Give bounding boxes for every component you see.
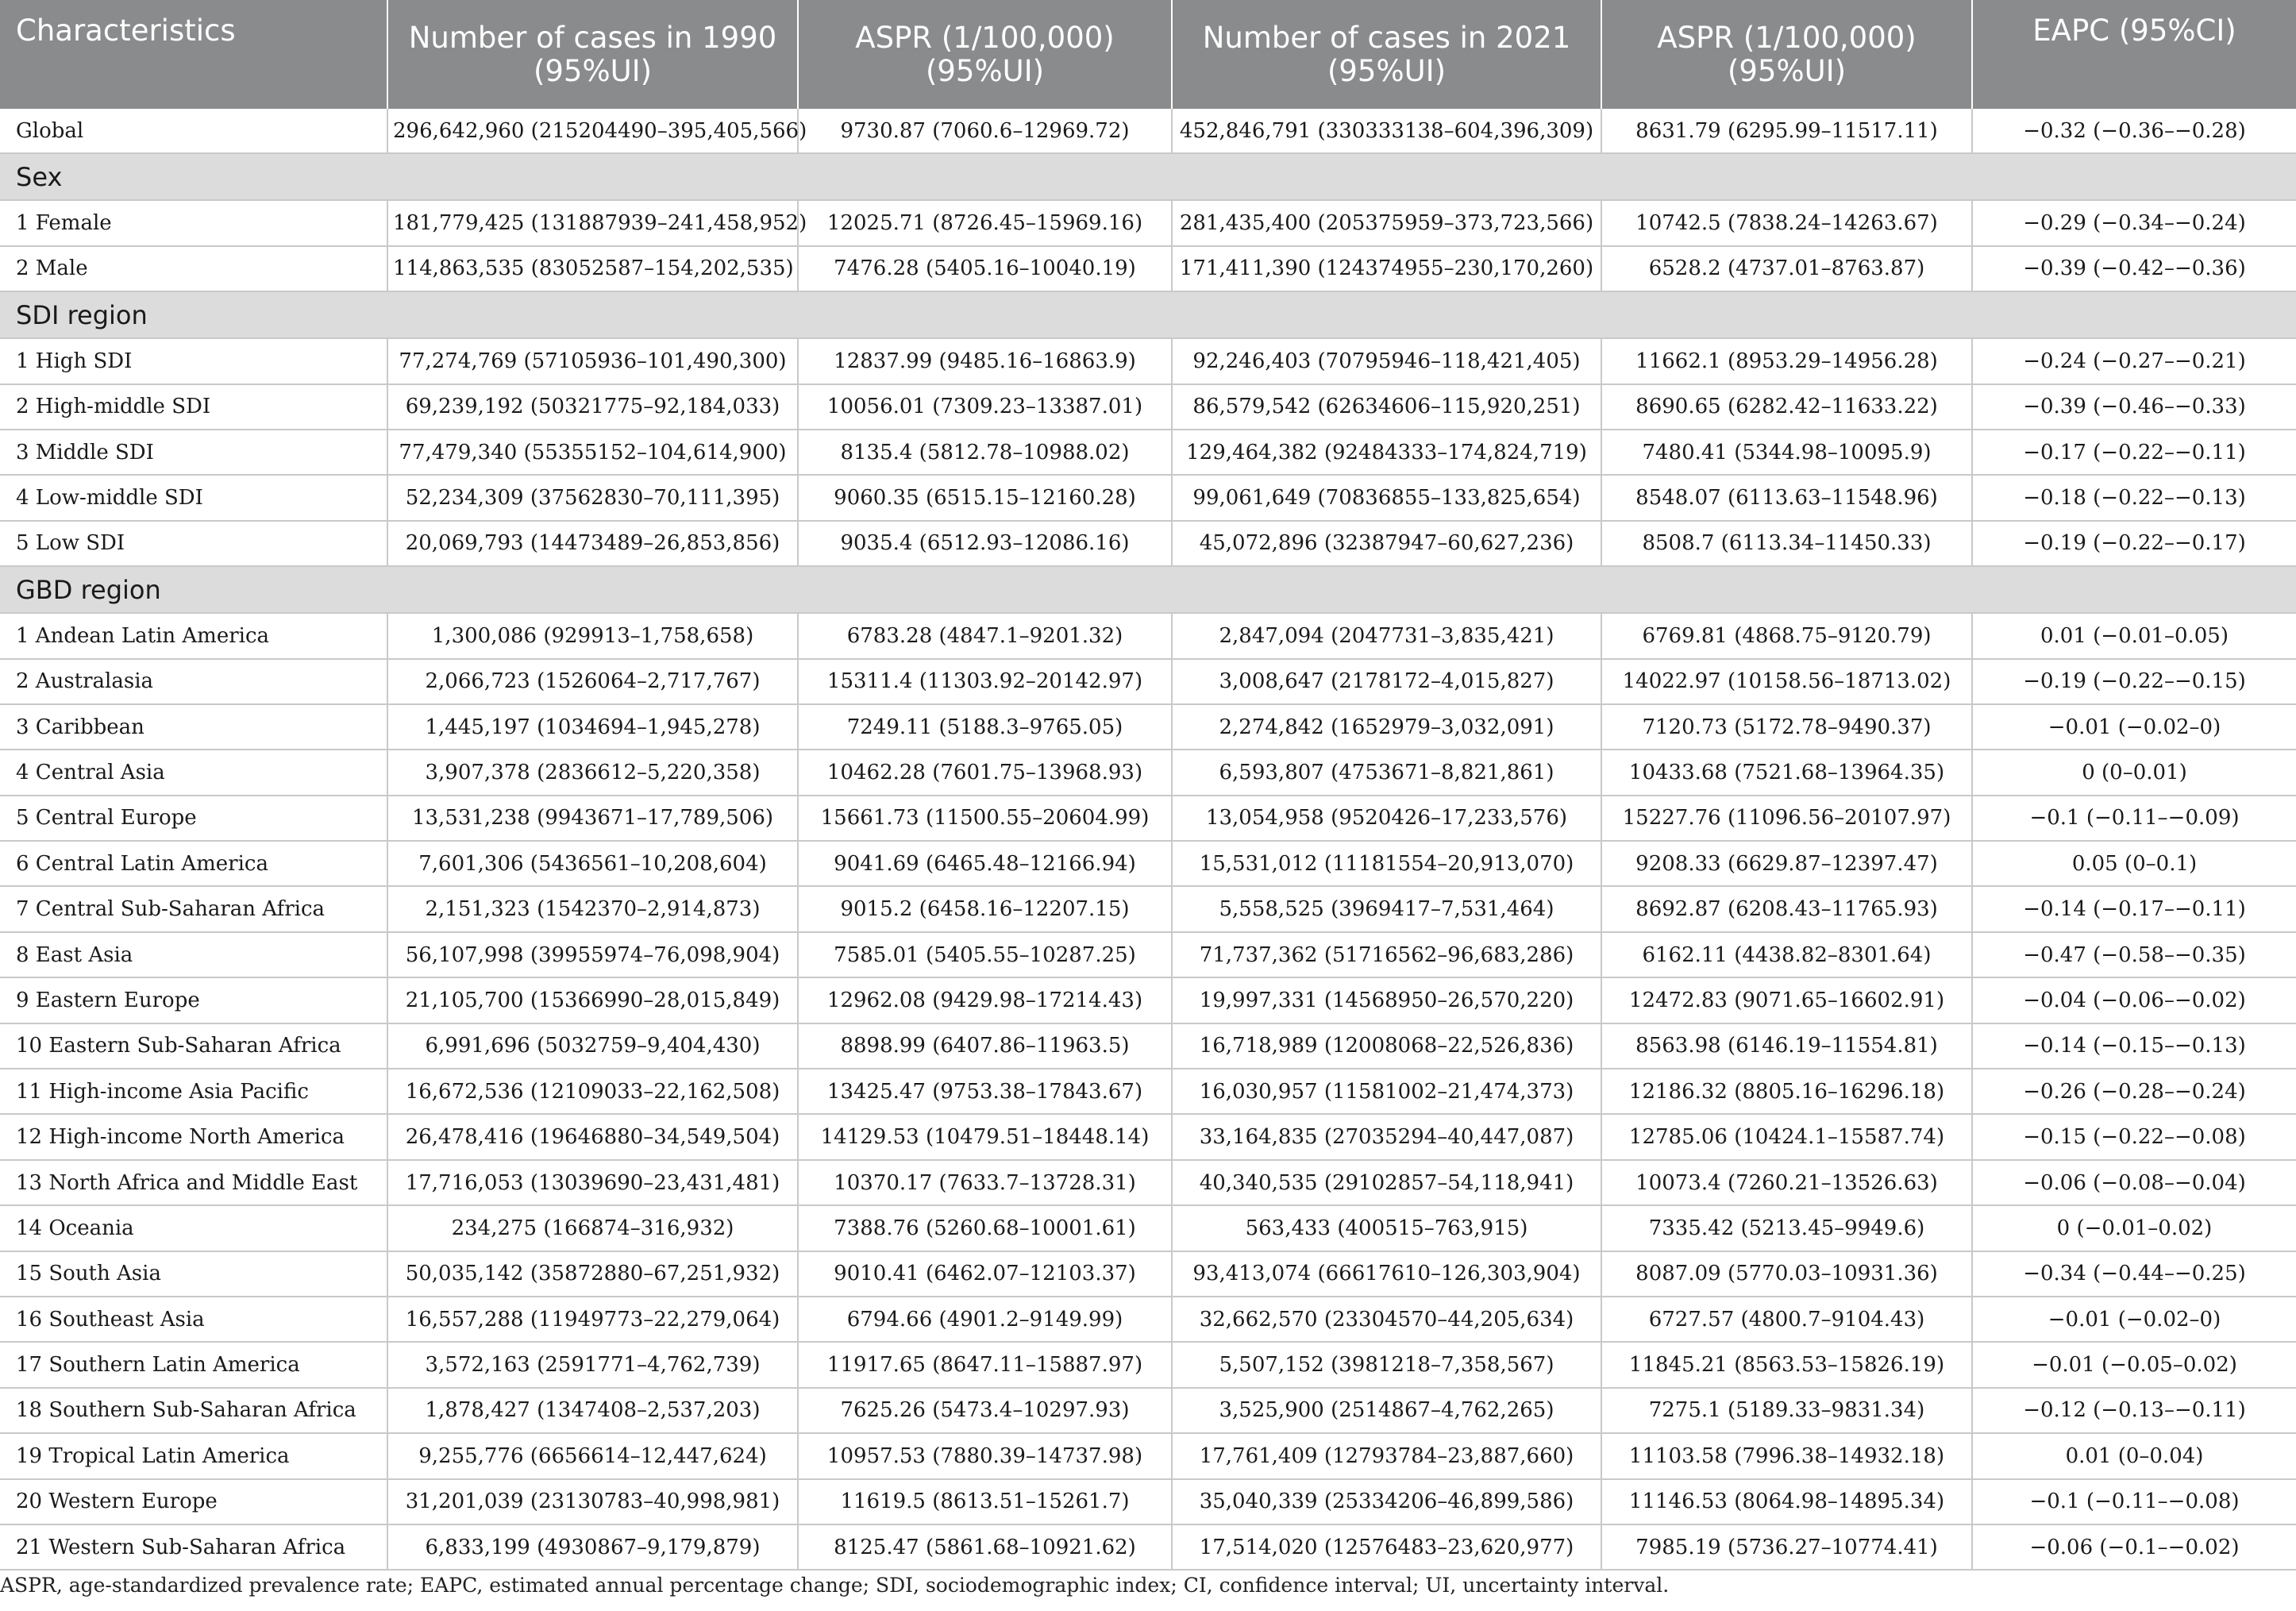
cell-aspr-2021: 6162.11 (4438.82–8301.64) — [1601, 932, 1972, 977]
cell-characteristic: 20 Western Europe — [0, 1479, 387, 1524]
table-row — [0, 475, 2296, 520]
cell-cases-1990: 1,878,427 (1347408–2,537,203) — [387, 1388, 798, 1433]
table-row — [0, 1114, 2296, 1159]
cell-cases-1990: 9,255,776 (6656614–12,447,624) — [387, 1433, 798, 1478]
cell-cases-2021: 563,433 (400515–763,915) — [1172, 1205, 1601, 1251]
cell-aspr-1990: 9035.4 (6512.93–12086.16) — [798, 521, 1172, 566]
cell-cases-2021: 16,030,957 (11581002–21,474,373) — [1172, 1069, 1601, 1114]
cell-aspr-2021: 8508.7 (6113.34–11450.33) — [1601, 521, 1972, 566]
section-row — [0, 291, 2296, 338]
cell-aspr-1990: 12962.08 (9429.98–17214.43) — [798, 977, 1172, 1023]
cell-cases-2021: 32,662,570 (23304570–44,205,634) — [1172, 1297, 1601, 1342]
cell-characteristic: 2 Male — [0, 246, 387, 291]
header-characteristics: Characteristics — [0, 0, 387, 109]
cell-aspr-1990: 6783.28 (4847.1–9201.32) — [798, 613, 1172, 658]
cell-characteristic: 16 Southeast Asia — [0, 1297, 387, 1342]
cell-eapc: −0.06 (−0.08–−0.04) — [1972, 1160, 2296, 1205]
section-label: Sex — [0, 153, 2296, 200]
cell-cases-1990: 77,479,340 (55355152–104,614,900) — [387, 430, 798, 475]
section-row — [0, 153, 2296, 200]
cell-eapc: −0.39 (−0.42–−0.36) — [1972, 246, 2296, 291]
cell-cases-1990: 296,642,960 (215204490–395,405,566) — [387, 109, 798, 153]
cell-characteristic: 6 Central Latin America — [0, 841, 387, 886]
cell-eapc: −0.29 (−0.34–−0.24) — [1972, 200, 2296, 245]
cell-eapc: −0.39 (−0.46–−0.33) — [1972, 384, 2296, 430]
cell-eapc: −0.1 (−0.11–−0.09) — [1972, 796, 2296, 841]
cell-cases-1990: 1,300,086 (929913–1,758,658) — [387, 613, 798, 658]
cell-eapc: 0.01 (0–0.04) — [1972, 1433, 2296, 1478]
cell-aspr-1990: 10462.28 (7601.75–13968.93) — [798, 750, 1172, 795]
table-row — [0, 613, 2296, 658]
cell-aspr-1990: 9730.87 (7060.6–12969.72) — [798, 109, 1172, 153]
cell-characteristic: 2 Australasia — [0, 659, 387, 704]
cell-cases-1990: 181,779,425 (131887939–241,458,952) — [387, 200, 798, 245]
cell-aspr-2021: 11146.53 (8064.98–14895.34) — [1601, 1479, 1972, 1524]
table-row — [0, 1251, 2296, 1297]
table-row — [0, 384, 2296, 430]
cell-cases-2021: 452,846,791 (330333138–604,396,309) — [1172, 109, 1601, 153]
cell-cases-1990: 1,445,197 (1034694–1,945,278) — [387, 704, 798, 750]
table-row — [0, 1297, 2296, 1342]
cell-characteristic: 1 Female — [0, 200, 387, 245]
table-row — [0, 977, 2296, 1023]
cell-aspr-1990: 8898.99 (6407.86–11963.5) — [798, 1023, 1172, 1069]
cell-eapc: −0.24 (−0.27–−0.21) — [1972, 338, 2296, 383]
cell-aspr-2021: 8631.79 (6295.99–11517.11) — [1601, 109, 1972, 153]
cell-cases-2021: 6,593,807 (4753671–8,821,861) — [1172, 750, 1601, 795]
cell-aspr-2021: 12472.83 (9071.65–16602.91) — [1601, 977, 1972, 1023]
cell-characteristic: 15 South Asia — [0, 1251, 387, 1297]
cell-eapc: −0.01 (−0.02–0) — [1972, 704, 2296, 750]
table-row — [0, 704, 2296, 750]
cell-cases-2021: 19,997,331 (14568950–26,570,220) — [1172, 977, 1601, 1023]
cell-eapc: −0.19 (−0.22–−0.17) — [1972, 521, 2296, 566]
table-row — [0, 1023, 2296, 1069]
cell-aspr-2021: 12785.06 (10424.1–15587.74) — [1601, 1114, 1972, 1159]
table-footnote: ASPR, age-standardized prevalence rate; EAPC, estimated annual percentage change; SDI, sociodemographic index; CI, confidence interval; UI, uncertainty interval. — [0, 1574, 1670, 1597]
cell-cases-2021: 35,040,339 (25334206–46,899,586) — [1172, 1479, 1601, 1524]
cell-cases-1990: 56,107,998 (39955974–76,098,904) — [387, 932, 798, 977]
cell-aspr-1990: 9010.41 (6462.07–12103.37) — [798, 1251, 1172, 1297]
cell-cases-1990: 17,716,053 (13039690–23,431,481) — [387, 1160, 798, 1205]
cell-eapc: −0.15 (−0.22–−0.08) — [1972, 1114, 2296, 1159]
table-row — [0, 1160, 2296, 1205]
cell-aspr-1990: 9060.35 (6515.15–12160.28) — [798, 475, 1172, 520]
cell-cases-1990: 2,066,723 (1526064–2,717,767) — [387, 659, 798, 704]
cell-cases-2021: 5,558,525 (3969417–7,531,464) — [1172, 886, 1601, 931]
cell-eapc: −0.26 (−0.28–−0.24) — [1972, 1069, 2296, 1114]
cell-cases-1990: 21,105,700 (15366990–28,015,849) — [387, 977, 798, 1023]
cell-aspr-1990: 8135.4 (5812.78–10988.02) — [798, 430, 1172, 475]
header-cases-2021: Number of cases in 2021 (95%UI) — [1172, 0, 1601, 109]
table-row — [0, 338, 2296, 383]
cell-cases-2021: 13,054,958 (9520426–17,233,576) — [1172, 796, 1601, 841]
table-row — [0, 750, 2296, 795]
cell-aspr-1990: 10370.17 (7633.7–13728.31) — [798, 1160, 1172, 1205]
cell-eapc: −0.14 (−0.17–−0.11) — [1972, 886, 2296, 931]
cell-characteristic: 5 Central Europe — [0, 796, 387, 841]
cell-cases-2021: 2,847,094 (2047731–3,835,421) — [1172, 613, 1601, 658]
table-row — [0, 246, 2296, 291]
cell-cases-1990: 16,557,288 (11949773–22,279,064) — [387, 1297, 798, 1342]
header-eapc: EAPC (95%CI) — [1972, 0, 2296, 109]
cell-aspr-1990: 15311.4 (11303.92–20142.97) — [798, 659, 1172, 704]
cell-cases-1990: 6,833,199 (4930867–9,179,879) — [387, 1524, 798, 1570]
cell-aspr-1990: 6794.66 (4901.2–9149.99) — [798, 1297, 1172, 1342]
table-row — [0, 841, 2296, 886]
cell-cases-2021: 3,525,900 (2514867–4,762,265) — [1172, 1388, 1601, 1433]
cell-cases-2021: 92,246,403 (70795946–118,421,405) — [1172, 338, 1601, 383]
cell-aspr-1990: 7476.28 (5405.16–10040.19) — [798, 246, 1172, 291]
table-row — [0, 886, 2296, 931]
cell-eapc: −0.12 (−0.13–−0.11) — [1972, 1388, 2296, 1433]
cell-characteristic: 18 Southern Sub-Saharan Africa — [0, 1388, 387, 1433]
cell-characteristic: 5 Low SDI — [0, 521, 387, 566]
cell-eapc: −0.34 (−0.44–−0.25) — [1972, 1251, 2296, 1297]
cell-characteristic: 4 Central Asia — [0, 750, 387, 795]
section-label: SDI region — [0, 291, 2296, 338]
cell-cases-2021: 16,718,989 (12008068–22,526,836) — [1172, 1023, 1601, 1069]
cell-eapc: −0.14 (−0.15–−0.13) — [1972, 1023, 2296, 1069]
cell-aspr-2021: 8087.09 (5770.03–10931.36) — [1601, 1251, 1972, 1297]
cell-characteristic: 2 High-middle SDI — [0, 384, 387, 430]
cell-cases-2021: 17,761,409 (12793784–23,887,660) — [1172, 1433, 1601, 1478]
cell-aspr-2021: 14022.97 (10158.56–18713.02) — [1601, 659, 1972, 704]
cell-cases-2021: 40,340,535 (29102857–54,118,941) — [1172, 1160, 1601, 1205]
table-row — [0, 1479, 2296, 1524]
cell-aspr-1990: 9041.69 (6465.48–12166.94) — [798, 841, 1172, 886]
table-row — [0, 659, 2296, 704]
cell-aspr-2021: 11845.21 (8563.53–15826.19) — [1601, 1342, 1972, 1387]
cell-aspr-1990: 12025.71 (8726.45–15969.16) — [798, 200, 1172, 245]
cell-eapc: −0.1 (−0.11–−0.08) — [1972, 1479, 2296, 1524]
cell-characteristic: 10 Eastern Sub-Saharan Africa — [0, 1023, 387, 1069]
table-row — [0, 109, 2296, 153]
cell-aspr-1990: 15661.73 (11500.55–20604.99) — [798, 796, 1172, 841]
cell-cases-2021: 71,737,362 (51716562–96,683,286) — [1172, 932, 1601, 977]
cell-characteristic: 1 Andean Latin America — [0, 613, 387, 658]
cell-aspr-2021: 11662.1 (8953.29–14956.28) — [1601, 338, 1972, 383]
cell-eapc: −0.19 (−0.22–−0.15) — [1972, 659, 2296, 704]
cell-eapc: −0.17 (−0.22–−0.11) — [1972, 430, 2296, 475]
cell-aspr-2021: 8548.07 (6113.63–11548.96) — [1601, 475, 1972, 520]
table-row — [0, 932, 2296, 977]
table-row — [0, 200, 2296, 245]
cell-eapc: 0.01 (−0.01–0.05) — [1972, 613, 2296, 658]
cell-aspr-1990: 7585.01 (5405.55–10287.25) — [798, 932, 1172, 977]
table-header — [0, 0, 2296, 109]
cell-characteristic: 19 Tropical Latin America — [0, 1433, 387, 1478]
header-cases-1990: Number of cases in 1990 (95%UI) — [387, 0, 798, 109]
cell-cases-1990: 3,907,378 (2836612–5,220,358) — [387, 750, 798, 795]
cell-eapc: −0.01 (−0.02–0) — [1972, 1297, 2296, 1342]
cell-cases-2021: 5,507,152 (3981218–7,358,567) — [1172, 1342, 1601, 1387]
cell-eapc: −0.47 (−0.58–−0.35) — [1972, 932, 2296, 977]
cell-cases-2021: 33,164,835 (27035294–40,447,087) — [1172, 1114, 1601, 1159]
table-row — [0, 1433, 2296, 1478]
cell-aspr-1990: 7388.76 (5260.68–10001.61) — [798, 1205, 1172, 1251]
table-row — [0, 1342, 2296, 1387]
cell-aspr-1990: 9015.2 (6458.16–12207.15) — [798, 886, 1172, 931]
cell-cases-2021: 99,061,649 (70836855–133,825,654) — [1172, 475, 1601, 520]
cell-aspr-1990: 7625.26 (5473.4–10297.93) — [798, 1388, 1172, 1433]
cell-aspr-2021: 6528.2 (4737.01–8763.87) — [1601, 246, 1972, 291]
cell-aspr-2021: 7335.42 (5213.45–9949.6) — [1601, 1205, 1972, 1251]
header-aspr-2021: ASPR (1/100,000) (95%UI) — [1601, 0, 1972, 109]
table-row — [0, 1205, 2296, 1251]
cell-aspr-2021: 8692.87 (6208.43–11765.93) — [1601, 886, 1972, 931]
cell-cases-1990: 114,863,535 (83052587–154,202,535) — [387, 246, 798, 291]
cell-characteristic: 17 Southern Latin America — [0, 1342, 387, 1387]
cell-characteristic: 21 Western Sub-Saharan Africa — [0, 1524, 387, 1570]
header-aspr-1990: ASPR (1/100,000) (95%UI) — [798, 0, 1172, 109]
cell-characteristic: 11 High-income Asia Pacific — [0, 1069, 387, 1114]
cell-cases-2021: 3,008,647 (2178172–4,015,827) — [1172, 659, 1601, 704]
table-body — [0, 109, 2296, 1570]
cell-eapc: −0.01 (−0.05–0.02) — [1972, 1342, 2296, 1387]
cell-cases-1990: 20,069,793 (14473489–26,853,856) — [387, 521, 798, 566]
cell-aspr-2021: 9208.33 (6629.87–12397.47) — [1601, 841, 1972, 886]
table-row — [0, 521, 2296, 566]
cell-cases-1990: 13,531,238 (9943671–17,789,506) — [387, 796, 798, 841]
cell-aspr-2021: 15227.76 (11096.56–20107.97) — [1601, 796, 1972, 841]
cell-cases-1990: 2,151,323 (1542370–2,914,873) — [387, 886, 798, 931]
cell-cases-1990: 26,478,416 (19646880–34,549,504) — [387, 1114, 798, 1159]
cell-characteristic: 4 Low-middle SDI — [0, 475, 387, 520]
cell-eapc: −0.18 (−0.22–−0.13) — [1972, 475, 2296, 520]
cell-aspr-1990: 14129.53 (10479.51–18448.14) — [798, 1114, 1172, 1159]
table-row — [0, 1069, 2296, 1114]
cell-cases-2021: 86,579,542 (62634606–115,920,251) — [1172, 384, 1601, 430]
cell-cases-2021: 93,413,074 (66617610–126,303,904) — [1172, 1251, 1601, 1297]
cell-aspr-2021: 7985.19 (5736.27–10774.41) — [1601, 1524, 1972, 1570]
table-row — [0, 1524, 2296, 1570]
cell-aspr-2021: 12186.32 (8805.16–16296.18) — [1601, 1069, 1972, 1114]
cell-eapc: −0.32 (−0.36–−0.28) — [1972, 109, 2296, 153]
cell-cases-2021: 15,531,012 (11181554–20,913,070) — [1172, 841, 1601, 886]
cell-cases-1990: 234,275 (166874–316,932) — [387, 1205, 798, 1251]
cell-characteristic: 14 Oceania — [0, 1205, 387, 1251]
cell-cases-1990: 6,991,696 (5032759–9,404,430) — [387, 1023, 798, 1069]
cell-aspr-1990: 10957.53 (7880.39–14737.98) — [798, 1433, 1172, 1478]
cell-aspr-2021: 10433.68 (7521.68–13964.35) — [1601, 750, 1972, 795]
header-row — [0, 0, 2296, 109]
cell-cases-1990: 3,572,163 (2591771–4,762,739) — [387, 1342, 798, 1387]
cell-aspr-2021: 11103.58 (7996.38–14932.18) — [1601, 1433, 1972, 1478]
cell-cases-1990: 31,201,039 (23130783–40,998,981) — [387, 1479, 798, 1524]
cell-aspr-2021: 6769.81 (4868.75–9120.79) — [1601, 613, 1972, 658]
cell-characteristic: 1 High SDI — [0, 338, 387, 383]
cell-eapc: −0.06 (−0.1–−0.02) — [1972, 1524, 2296, 1570]
cell-characteristic: Global — [0, 109, 387, 153]
cell-cases-1990: 7,601,306 (5436561–10,208,604) — [387, 841, 798, 886]
cell-eapc: −0.04 (−0.06–−0.02) — [1972, 977, 2296, 1023]
cell-aspr-2021: 10073.4 (7260.21–13526.63) — [1601, 1160, 1972, 1205]
cell-cases-1990: 16,672,536 (12109033–22,162,508) — [387, 1069, 798, 1114]
cell-characteristic: 3 Caribbean — [0, 704, 387, 750]
cell-characteristic: 13 North Africa and Middle East — [0, 1160, 387, 1205]
cell-eapc: 0 (−0.01–0.02) — [1972, 1205, 2296, 1251]
cell-aspr-1990: 11917.65 (8647.11–15887.97) — [798, 1342, 1172, 1387]
cell-cases-2021: 17,514,020 (12576483–23,620,977) — [1172, 1524, 1601, 1570]
cell-cases-2021: 45,072,896 (32387947–60,627,236) — [1172, 521, 1601, 566]
cell-cases-2021: 129,464,382 (92484333–174,824,719) — [1172, 430, 1601, 475]
table-row — [0, 796, 2296, 841]
cell-aspr-2021: 6727.57 (4800.7–9104.43) — [1601, 1297, 1972, 1342]
cell-cases-1990: 69,239,192 (50321775–92,184,033) — [387, 384, 798, 430]
section-row — [0, 566, 2296, 613]
cell-characteristic: 12 High-income North America — [0, 1114, 387, 1159]
cell-aspr-1990: 13425.47 (9753.38–17843.67) — [798, 1069, 1172, 1114]
cell-aspr-2021: 7275.1 (5189.33–9831.34) — [1601, 1388, 1972, 1433]
section-label: GBD region — [0, 566, 2296, 613]
cell-aspr-1990: 7249.11 (5188.3–9765.05) — [798, 704, 1172, 750]
cell-cases-1990: 50,035,142 (35872880–67,251,932) — [387, 1251, 798, 1297]
cell-eapc: 0.05 (0–0.1) — [1972, 841, 2296, 886]
cell-aspr-2021: 7480.41 (5344.98–10095.9) — [1601, 430, 1972, 475]
cell-eapc: 0 (0–0.01) — [1972, 750, 2296, 795]
cell-cases-1990: 52,234,309 (37562830–70,111,395) — [387, 475, 798, 520]
cell-aspr-1990: 11619.5 (8613.51–15261.7) — [798, 1479, 1172, 1524]
cell-characteristic: 9 Eastern Europe — [0, 977, 387, 1023]
cell-aspr-1990: 8125.47 (5861.68–10921.62) — [798, 1524, 1172, 1570]
table-row — [0, 430, 2296, 475]
cell-aspr-1990: 12837.99 (9485.16–16863.9) — [798, 338, 1172, 383]
cell-characteristic: 3 Middle SDI — [0, 430, 387, 475]
cell-cases-1990: 77,274,769 (57105936–101,490,300) — [387, 338, 798, 383]
cell-characteristic: 8 East Asia — [0, 932, 387, 977]
cell-aspr-2021: 7120.73 (5172.78–9490.37) — [1601, 704, 1972, 750]
table-row — [0, 1388, 2296, 1433]
cell-characteristic: 7 Central Sub-Saharan Africa — [0, 886, 387, 931]
cell-cases-2021: 281,435,400 (205375959–373,723,566) — [1172, 200, 1601, 245]
cell-cases-2021: 2,274,842 (1652979–3,032,091) — [1172, 704, 1601, 750]
cell-cases-2021: 171,411,390 (124374955–230,170,260) — [1172, 246, 1601, 291]
cell-aspr-2021: 8563.98 (6146.19–11554.81) — [1601, 1023, 1972, 1069]
cell-aspr-2021: 8690.65 (6282.42–11633.22) — [1601, 384, 1972, 430]
cell-aspr-1990: 10056.01 (7309.23–13387.01) — [798, 384, 1172, 430]
cell-aspr-2021: 10742.5 (7838.24–14263.67) — [1601, 200, 1972, 245]
